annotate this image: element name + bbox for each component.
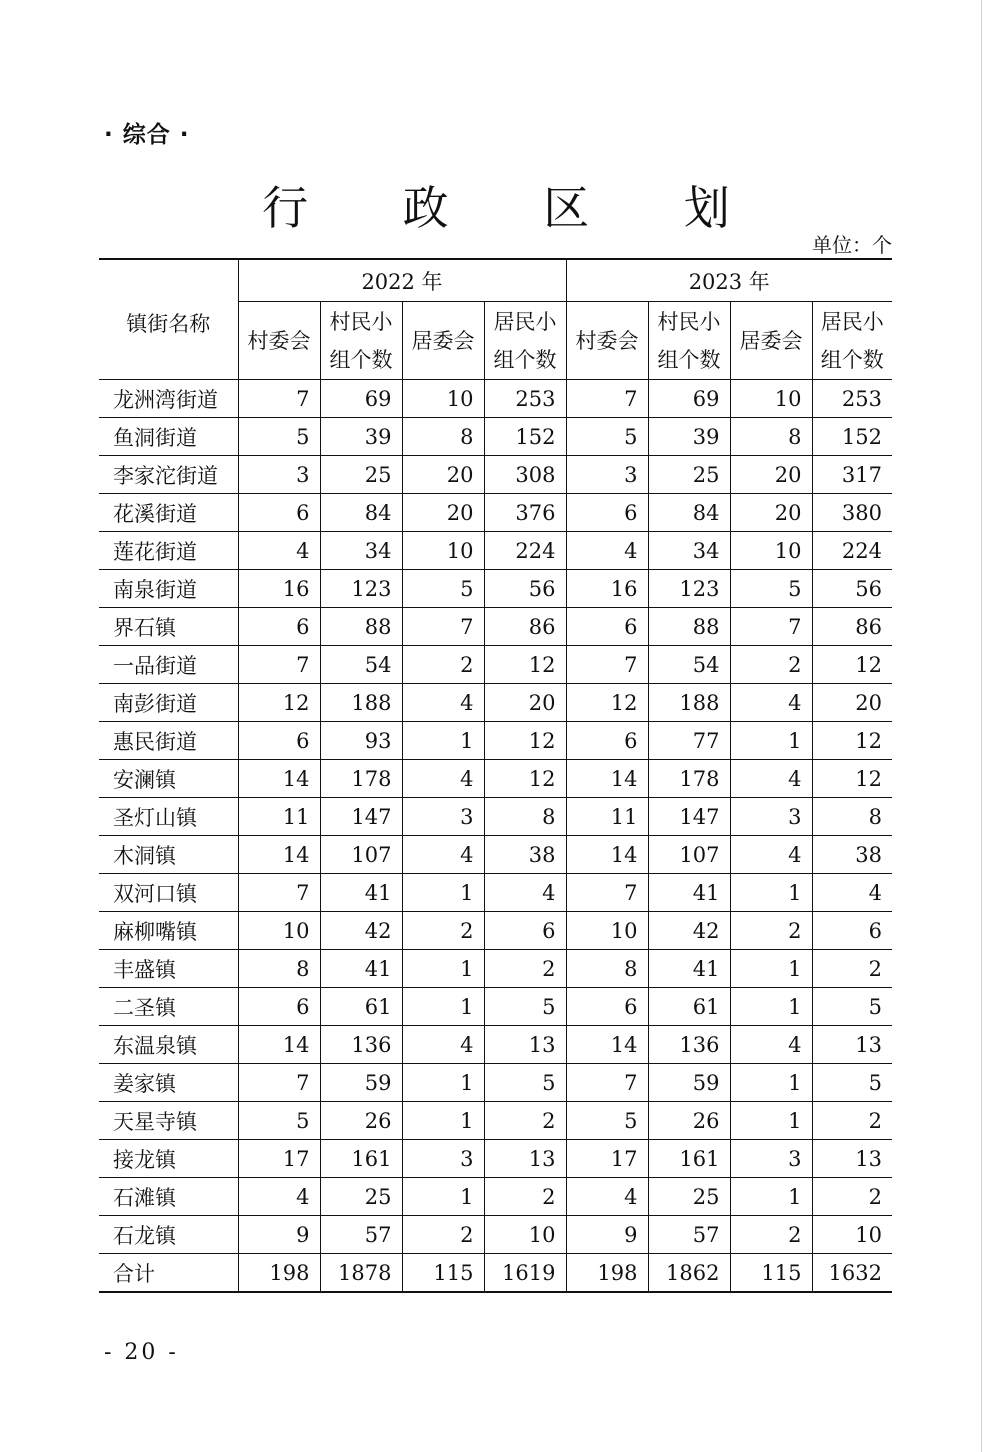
value-cell: 1 — [730, 1102, 812, 1140]
unit-label: 单位：个 — [812, 233, 892, 257]
value-cell: 14 — [566, 1026, 648, 1064]
value-cell: 17 — [566, 1140, 648, 1178]
value-cell: 4 — [566, 1178, 648, 1216]
value-cell: 376 — [484, 494, 566, 532]
value-cell: 4 — [402, 1026, 484, 1064]
value-cell: 5 — [812, 1064, 892, 1102]
value-cell: 7 — [566, 1064, 648, 1102]
value-cell: 2 — [402, 1216, 484, 1254]
town-name-cell: 石龙镇 — [99, 1216, 238, 1254]
value-cell: 39 — [320, 418, 402, 456]
value-cell: 16 — [238, 570, 320, 608]
value-cell: 5 — [484, 1064, 566, 1102]
value-cell: 42 — [648, 912, 730, 950]
value-cell: 39 — [648, 418, 730, 456]
value-cell: 56 — [484, 570, 566, 608]
value-cell: 12 — [484, 646, 566, 684]
value-cell: 1 — [402, 722, 484, 760]
town-name-cell: 合计 — [99, 1254, 238, 1293]
table-row — [99, 646, 892, 684]
value-cell: 2 — [812, 1178, 892, 1216]
town-name-cell: 丰盛镇 — [99, 950, 238, 988]
value-cell: 3 — [730, 798, 812, 836]
value-cell: 41 — [648, 950, 730, 988]
value-cell: 88 — [320, 608, 402, 646]
value-cell: 59 — [320, 1064, 402, 1102]
value-cell: 1 — [402, 874, 484, 912]
value-cell: 14 — [238, 760, 320, 798]
table-row — [99, 950, 892, 988]
year-header-2023: 2023 年 — [566, 259, 892, 302]
value-cell: 2 — [402, 646, 484, 684]
value-cell: 107 — [320, 836, 402, 874]
town-name-cell: 界石镇 — [99, 608, 238, 646]
town-name-cell: 姜家镇 — [99, 1064, 238, 1102]
value-cell: 7 — [730, 608, 812, 646]
table-row — [99, 1140, 892, 1178]
table-row — [99, 532, 892, 570]
table-row — [99, 570, 892, 608]
value-cell: 7 — [566, 874, 648, 912]
sub-header: 居委会 — [402, 302, 484, 380]
value-cell: 38 — [484, 836, 566, 874]
sub-header: 村委会 — [238, 302, 320, 380]
value-cell: 7 — [402, 608, 484, 646]
value-cell: 61 — [648, 988, 730, 1026]
value-cell: 7 — [238, 874, 320, 912]
town-name-cell: 接龙镇 — [99, 1140, 238, 1178]
value-cell: 3 — [238, 456, 320, 494]
value-cell: 3 — [566, 456, 648, 494]
value-cell: 2 — [812, 1102, 892, 1140]
value-cell: 161 — [648, 1140, 730, 1178]
value-cell: 20 — [484, 684, 566, 722]
value-cell: 152 — [812, 418, 892, 456]
value-cell: 12 — [484, 760, 566, 798]
value-cell: 6 — [812, 912, 892, 950]
value-cell: 253 — [484, 380, 566, 418]
table-row — [99, 912, 892, 950]
section-header: · 综合 · — [104, 122, 190, 148]
value-cell: 198 — [566, 1254, 648, 1293]
value-cell: 7 — [566, 380, 648, 418]
value-cell: 20 — [402, 494, 484, 532]
table-row — [99, 608, 892, 646]
value-cell: 88 — [648, 608, 730, 646]
value-cell: 25 — [648, 456, 730, 494]
value-cell: 7 — [566, 646, 648, 684]
value-cell: 317 — [812, 456, 892, 494]
value-cell: 14 — [238, 1026, 320, 1064]
value-cell: 13 — [812, 1026, 892, 1064]
value-cell: 4 — [730, 760, 812, 798]
value-cell: 69 — [320, 380, 402, 418]
value-cell: 2 — [484, 950, 566, 988]
value-cell: 5 — [238, 1102, 320, 1140]
value-cell: 41 — [320, 950, 402, 988]
value-cell: 77 — [648, 722, 730, 760]
sub-header: 村民小 组个数 — [320, 302, 402, 380]
name-column-header: 镇街名称 — [99, 259, 238, 380]
value-cell: 115 — [402, 1254, 484, 1293]
table-row — [99, 1026, 892, 1064]
value-cell: 54 — [320, 646, 402, 684]
value-cell: 9 — [238, 1216, 320, 1254]
value-cell: 5 — [402, 570, 484, 608]
value-cell: 4 — [238, 532, 320, 570]
value-cell: 1878 — [320, 1254, 402, 1293]
value-cell: 4 — [812, 874, 892, 912]
value-cell: 25 — [648, 1178, 730, 1216]
town-name-cell: 南彭街道 — [99, 684, 238, 722]
value-cell: 2 — [402, 912, 484, 950]
town-name-cell: 惠民街道 — [99, 722, 238, 760]
value-cell: 5 — [484, 988, 566, 1026]
value-cell: 20 — [730, 494, 812, 532]
table-row — [99, 418, 892, 456]
town-name-cell: 圣灯山镇 — [99, 798, 238, 836]
town-name-cell: 李家沱街道 — [99, 456, 238, 494]
value-cell: 1862 — [648, 1254, 730, 1293]
value-cell: 188 — [648, 684, 730, 722]
town-name-cell: 二圣镇 — [99, 988, 238, 1026]
value-cell: 380 — [812, 494, 892, 532]
town-name-cell: 南泉街道 — [99, 570, 238, 608]
value-cell: 10 — [402, 380, 484, 418]
value-cell: 224 — [484, 532, 566, 570]
value-cell: 14 — [566, 760, 648, 798]
sub-header: 居委会 — [730, 302, 812, 380]
value-cell: 1 — [730, 722, 812, 760]
sub-header: 居民小 组个数 — [484, 302, 566, 380]
value-cell: 1 — [402, 950, 484, 988]
value-cell: 16 — [566, 570, 648, 608]
value-cell: 84 — [648, 494, 730, 532]
town-name-cell: 一品街道 — [99, 646, 238, 684]
town-name-cell: 莲花街道 — [99, 532, 238, 570]
value-cell: 11 — [566, 798, 648, 836]
value-cell: 17 — [238, 1140, 320, 1178]
table-row — [99, 722, 892, 760]
value-cell: 253 — [812, 380, 892, 418]
table-row — [99, 456, 892, 494]
value-cell: 5 — [730, 570, 812, 608]
value-cell: 1 — [402, 988, 484, 1026]
value-cell: 25 — [320, 1178, 402, 1216]
value-cell: 2 — [730, 1216, 812, 1254]
table-row — [99, 1064, 892, 1102]
value-cell: 1 — [730, 950, 812, 988]
page-number: - 20 - — [104, 1340, 179, 1365]
value-cell: 12 — [812, 722, 892, 760]
table-row — [99, 874, 892, 912]
value-cell: 10 — [730, 380, 812, 418]
table-row — [99, 836, 892, 874]
town-name-cell: 双河口镇 — [99, 874, 238, 912]
value-cell: 20 — [730, 456, 812, 494]
value-cell: 4 — [238, 1178, 320, 1216]
value-cell: 10 — [566, 912, 648, 950]
value-cell: 2 — [484, 1178, 566, 1216]
town-name-cell: 鱼洞街道 — [99, 418, 238, 456]
value-cell: 93 — [320, 722, 402, 760]
value-cell: 6 — [238, 494, 320, 532]
value-cell: 3 — [402, 798, 484, 836]
value-cell: 10 — [238, 912, 320, 950]
value-cell: 6 — [566, 988, 648, 1026]
town-name-cell: 花溪街道 — [99, 494, 238, 532]
value-cell: 13 — [812, 1140, 892, 1178]
value-cell: 147 — [648, 798, 730, 836]
value-cell: 4 — [730, 684, 812, 722]
value-cell: 224 — [812, 532, 892, 570]
value-cell: 1 — [730, 1178, 812, 1216]
town-name-cell: 木洞镇 — [99, 836, 238, 874]
value-cell: 6 — [238, 608, 320, 646]
value-cell: 10 — [812, 1216, 892, 1254]
value-cell: 10 — [730, 532, 812, 570]
value-cell: 6 — [566, 722, 648, 760]
value-cell: 42 — [320, 912, 402, 950]
value-cell: 5 — [566, 1102, 648, 1140]
value-cell: 8 — [730, 418, 812, 456]
town-name-cell: 龙洲湾街道 — [99, 380, 238, 418]
value-cell: 10 — [402, 532, 484, 570]
value-cell: 41 — [648, 874, 730, 912]
value-cell: 26 — [320, 1102, 402, 1140]
value-cell: 12 — [812, 646, 892, 684]
admin-division-table — [99, 258, 892, 1293]
value-cell: 7 — [238, 646, 320, 684]
value-cell: 123 — [320, 570, 402, 608]
value-cell: 11 — [238, 798, 320, 836]
value-cell: 8 — [402, 418, 484, 456]
value-cell: 2 — [730, 646, 812, 684]
value-cell: 1 — [730, 988, 812, 1026]
value-cell: 86 — [484, 608, 566, 646]
value-cell: 14 — [238, 836, 320, 874]
table-year-header-row — [99, 259, 892, 302]
value-cell: 26 — [648, 1102, 730, 1140]
value-cell: 13 — [484, 1026, 566, 1064]
value-cell: 41 — [320, 874, 402, 912]
value-cell: 308 — [484, 456, 566, 494]
value-cell: 1632 — [812, 1254, 892, 1293]
table-row — [99, 1178, 892, 1216]
page-title: 行 政 区 划 — [262, 181, 770, 235]
value-cell: 107 — [648, 836, 730, 874]
value-cell: 25 — [320, 456, 402, 494]
value-cell: 1 — [402, 1178, 484, 1216]
value-cell: 5 — [238, 418, 320, 456]
town-name-cell: 天星寺镇 — [99, 1102, 238, 1140]
value-cell: 188 — [320, 684, 402, 722]
value-cell: 57 — [648, 1216, 730, 1254]
value-cell: 3 — [730, 1140, 812, 1178]
value-cell: 10 — [484, 1216, 566, 1254]
value-cell: 12 — [812, 760, 892, 798]
table-row — [99, 1216, 892, 1254]
sub-header: 村委会 — [566, 302, 648, 380]
value-cell: 4 — [730, 1026, 812, 1064]
value-cell: 54 — [648, 646, 730, 684]
value-cell: 20 — [812, 684, 892, 722]
value-cell: 84 — [320, 494, 402, 532]
value-cell: 12 — [566, 684, 648, 722]
value-cell: 12 — [238, 684, 320, 722]
value-cell: 2 — [812, 950, 892, 988]
value-cell: 4 — [484, 874, 566, 912]
value-cell: 147 — [320, 798, 402, 836]
table-row — [99, 798, 892, 836]
value-cell: 1 — [402, 1064, 484, 1102]
value-cell: 4 — [566, 532, 648, 570]
value-cell: 14 — [566, 836, 648, 874]
value-cell: 6 — [484, 912, 566, 950]
value-cell: 2 — [730, 912, 812, 950]
value-cell: 6 — [566, 494, 648, 532]
value-cell: 38 — [812, 836, 892, 874]
table-row — [99, 1254, 892, 1293]
value-cell: 8 — [812, 798, 892, 836]
value-cell: 1 — [730, 1064, 812, 1102]
value-cell: 5 — [812, 988, 892, 1026]
table-row — [99, 988, 892, 1026]
table-body — [99, 380, 892, 1293]
table-row — [99, 380, 892, 418]
year-header-2022: 2022 年 — [238, 259, 566, 302]
town-name-cell: 麻柳嘴镇 — [99, 912, 238, 950]
value-cell: 1 — [730, 874, 812, 912]
value-cell: 7 — [238, 380, 320, 418]
value-cell: 34 — [648, 532, 730, 570]
value-cell: 4 — [402, 760, 484, 798]
value-cell: 152 — [484, 418, 566, 456]
value-cell: 1 — [402, 1102, 484, 1140]
value-cell: 69 — [648, 380, 730, 418]
value-cell: 57 — [320, 1216, 402, 1254]
value-cell: 8 — [238, 950, 320, 988]
town-name-cell: 安澜镇 — [99, 760, 238, 798]
value-cell: 61 — [320, 988, 402, 1026]
value-cell: 86 — [812, 608, 892, 646]
table-row — [99, 1102, 892, 1140]
value-cell: 12 — [484, 722, 566, 760]
value-cell: 9 — [566, 1216, 648, 1254]
table-row — [99, 494, 892, 532]
value-cell: 115 — [730, 1254, 812, 1293]
value-cell: 4 — [402, 836, 484, 874]
table-row — [99, 684, 892, 722]
value-cell: 20 — [402, 456, 484, 494]
value-cell: 8 — [484, 798, 566, 836]
value-cell: 178 — [648, 760, 730, 798]
value-cell: 178 — [320, 760, 402, 798]
value-cell: 6 — [566, 608, 648, 646]
town-name-cell: 东温泉镇 — [99, 1026, 238, 1064]
value-cell: 7 — [238, 1064, 320, 1102]
value-cell: 6 — [238, 988, 320, 1026]
sub-header: 居民小 组个数 — [812, 302, 892, 380]
value-cell: 6 — [238, 722, 320, 760]
value-cell: 161 — [320, 1140, 402, 1178]
value-cell: 34 — [320, 532, 402, 570]
value-cell: 4 — [730, 836, 812, 874]
sub-header: 村民小 组个数 — [648, 302, 730, 380]
table-row — [99, 760, 892, 798]
value-cell: 59 — [648, 1064, 730, 1102]
value-cell: 56 — [812, 570, 892, 608]
value-cell: 1619 — [484, 1254, 566, 1293]
town-name-cell: 石滩镇 — [99, 1178, 238, 1216]
value-cell: 2 — [484, 1102, 566, 1140]
value-cell: 8 — [566, 950, 648, 988]
value-cell: 198 — [238, 1254, 320, 1293]
value-cell: 123 — [648, 570, 730, 608]
value-cell: 3 — [402, 1140, 484, 1178]
value-cell: 136 — [648, 1026, 730, 1064]
value-cell: 136 — [320, 1026, 402, 1064]
value-cell: 4 — [402, 684, 484, 722]
value-cell: 5 — [566, 418, 648, 456]
value-cell: 13 — [484, 1140, 566, 1178]
